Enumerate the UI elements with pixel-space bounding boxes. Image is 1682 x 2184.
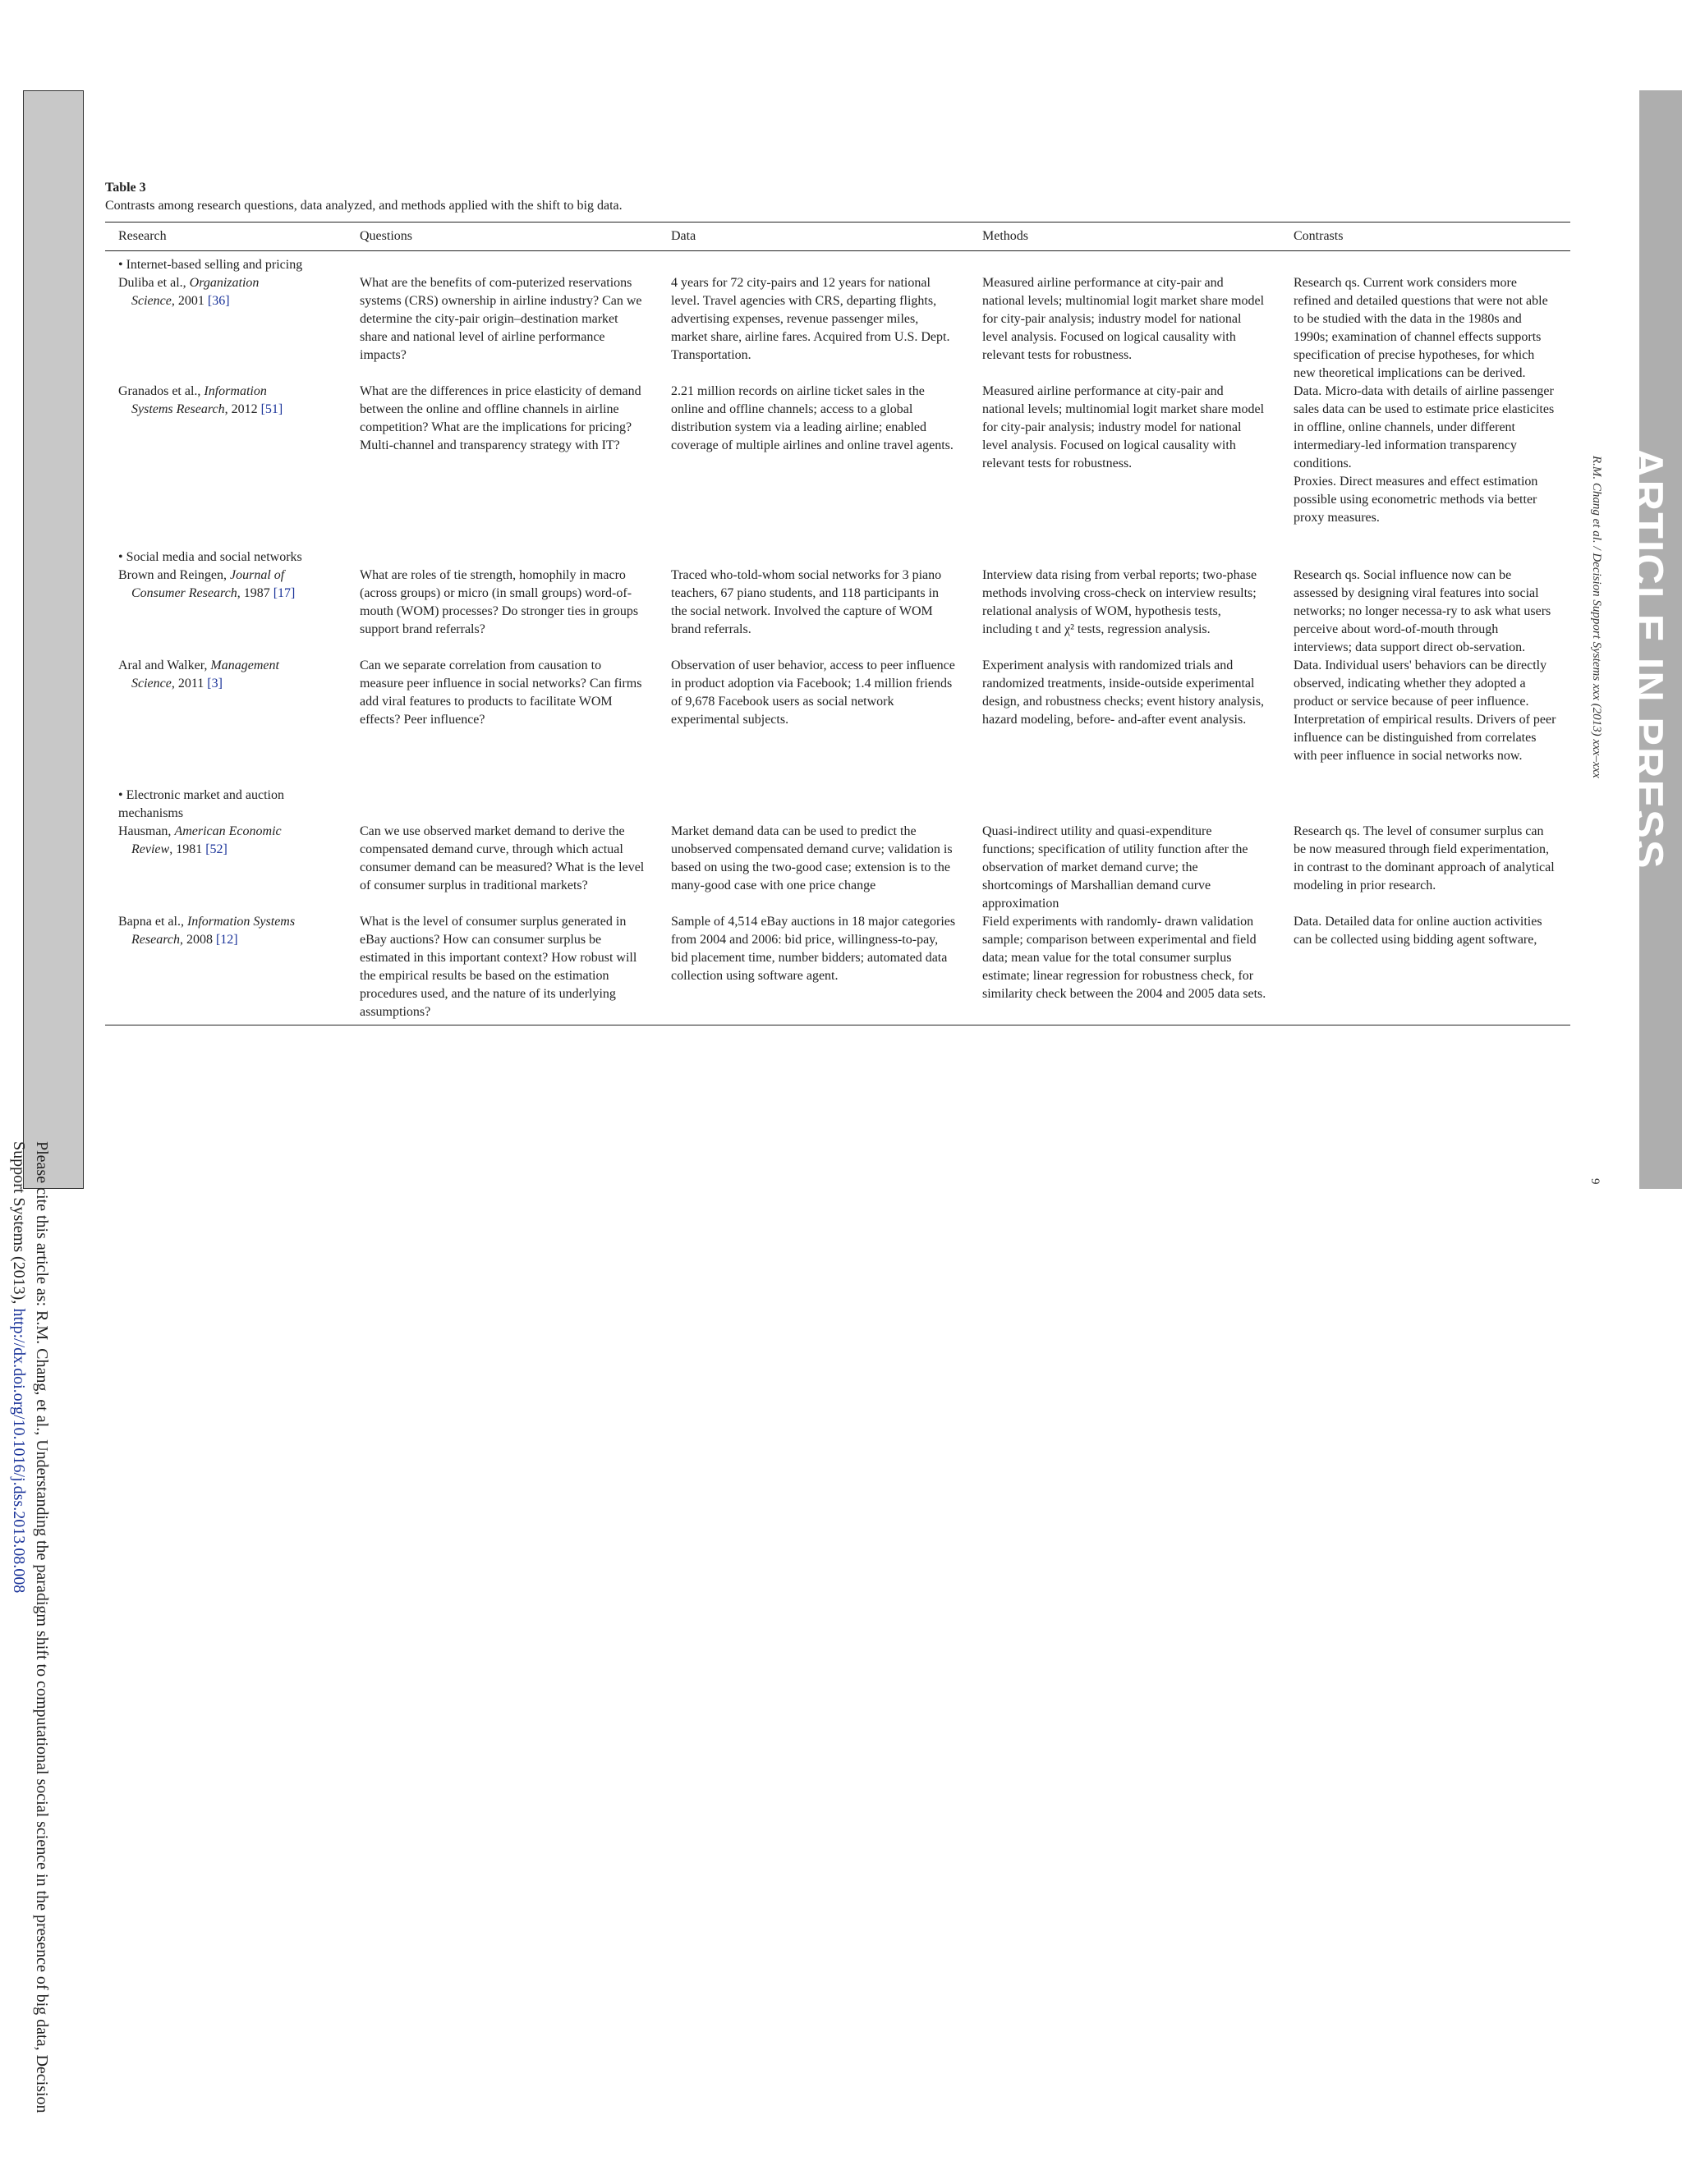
reference-link[interactable]: [12] [215, 933, 238, 947]
empty-cell [969, 251, 1280, 275]
data-cell: Traced who-told-whom social networks for 3 piano teachers, 67 piano students, and 118 participants in the social network. Involved the capture of WOM brand referrals. [671, 568, 942, 636]
question-cell: Can we use observed market demand to derive the compensated demand curve, through which actual consumer demand can be measured? What is the level of consumer surplus in traditional markets? [360, 824, 645, 892]
research-line-1 [118, 657, 333, 675]
section-row [105, 782, 1570, 823]
data-cell: Observation of user behavior, access to peer influence in product adoption via Facebook; 1.4 million friends of 9,678 Facebook users as social network experimental subjects. [671, 658, 955, 727]
research-line-2 [118, 585, 333, 603]
citation-sidebar [23, 90, 84, 1189]
data-cell: 2.21 million records on airline ticket sales in the online and offline channels; access to a global distribution system via a leading airline; enabled coverage of multiple airlines and online travel agents. [671, 384, 954, 452]
author: Aral and Walker, [118, 658, 211, 672]
methods-cell: Quasi-indirect utility and quasi-expenditure functions; specification of utility function after the observation of market demand curve; the shortcomings of Marshallian demand curve approximation [982, 824, 1248, 911]
year: , 2011 [171, 677, 208, 691]
research-line-1 [118, 274, 333, 292]
contrasts-cell: Research qs. Social influence now can be assessed by designing viral features into social networks; no longer necessa-ry to ask what users perceive about word-of-mouth through interviews; data support direct ob-servation. [1294, 568, 1551, 654]
author: Duliba et al., [118, 276, 190, 290]
research-cell [105, 657, 347, 765]
citation-line-1: Please cite this article as: R.M. Chang, et al., Understanding the paradigm shift to computational social science in the presence of big data, Decision [33, 1141, 51, 2113]
methods-cell: Measured airline performance at city-pair and national levels; multinomial logit market share model for city-pair analysis; industry model for national level analysis. Focused on logical causality with relevant tests for robustness. [982, 276, 1265, 362]
year: , 1987 [237, 586, 273, 600]
empty-cell [969, 782, 1280, 823]
header-research: Research [105, 223, 347, 251]
empty-cell [347, 544, 658, 567]
citation-suffix: Support Systems (2013), [10, 1141, 28, 1309]
table-row [105, 823, 1570, 913]
question-cell: What are the benefits of com-puterized reservations systems (CRS) ownership in airline industry? Can we determine the city-pair origin–destination market share and national level of airline performance impacts? [360, 276, 642, 362]
year: , 1981 [169, 842, 206, 856]
table-label: Table 3 [105, 181, 146, 195]
methods-cell: Experiment analysis with randomized trials and randomized treatments, inside-outside experimental design, and robustness checks; event history analysis, hazard modeling, before- and-after event analysis. [982, 658, 1265, 727]
author: Hausman, [118, 824, 175, 838]
contrasts-table [105, 222, 1570, 1025]
empty-cell [347, 782, 658, 823]
question-cell: What are roles of tie strength, homophily in macro (across groups) or micro (in small groups) word-of-mouth (WOM) processes? Do stronger ties in groups support brand referrals? [360, 568, 639, 636]
contrasts-cell: Research qs. Current work considers more refined and detailed questions that were not able to be studied with the data in the 1980s and 1990s; examination of channel effects supports specification of precise hypotheses, for which new theoretical implications can be derived. [1294, 276, 1548, 380]
methods-cell: Field experiments with randomly- drawn validation sample; comparison between experimental and field data; mean value for the total consumer surplus estimate; linear regression for robustness check, for similarity check between the 2004 and 2005 data sets. [969, 913, 1280, 1025]
journal-part-1: American Economic [174, 824, 282, 838]
journal-part-2: Science [131, 677, 172, 691]
table-row [105, 274, 1570, 383]
author: Brown and Reingen, [118, 568, 230, 582]
table-row [105, 657, 1570, 765]
author: Granados et al., [118, 384, 205, 398]
header-contrasts: Contrasts [1280, 223, 1570, 251]
spacer-cell [105, 765, 1570, 782]
author: Bapna et al., [118, 915, 187, 929]
article-in-press-banner: ARTICLE IN PRESS [1624, 447, 1671, 870]
methods-cell: Interview data rising from verbal reports; two-phase methods involving cross-check on interview results; relational analysis of WOM, hypothesis tests, including t and χ² tests, regression analysis. [982, 568, 1257, 636]
reference-link[interactable]: [3] [207, 677, 223, 691]
year: , 2008 [179, 933, 216, 947]
research-cell [105, 274, 347, 383]
question-cell: Can we separate correlation from causation to measure peer influence in social networks? Can firms add viral features to products to facilitate WOM effects? Peer influence? [360, 658, 642, 727]
header-questions: Questions [347, 223, 658, 251]
section-title: • Social media and social networks [118, 550, 302, 564]
contrasts-cell [1280, 383, 1570, 527]
journal-part-1: Organization [189, 276, 260, 290]
reference-link[interactable]: [52] [205, 842, 227, 856]
research-line-1 [118, 823, 333, 841]
contrasts-paragraph: Proxies. Direct measures and effect estimation possible using econometric methods via better proxy measures. [1294, 475, 1538, 525]
year: , 2001 [171, 294, 208, 308]
data-cell: Market demand data can be used to predict the unobserved compensated demand curve; validation is based on using the two-good case; extension is to the many-good case with one price change [671, 824, 953, 892]
empty-cell [347, 251, 658, 275]
table-row [105, 567, 1570, 657]
research-line-2 [118, 931, 333, 949]
empty-cell [658, 782, 969, 823]
empty-cell [969, 544, 1280, 567]
section-spacer [105, 765, 1570, 782]
research-line-1 [118, 383, 333, 401]
empty-cell [1280, 544, 1570, 567]
page-number: 9 [1588, 1178, 1602, 1185]
journal-part-2: Science [131, 294, 172, 308]
contrasts-cell: Data. Detailed data for online auction activities can be collected using bidding agent software, [1280, 913, 1570, 1025]
journal-part-1: Management [210, 658, 279, 672]
journal-part-1: Information [204, 384, 267, 398]
contrasts-paragraph: Interpretation of empirical results. Drivers of peer influence can be distinguished from correlates with peer influence in social networks now. [1294, 713, 1556, 763]
methods-cell: Measured airline performance at city-pair and national levels; multinomial logit market share model for city-pair analysis; industry model for national level analysis. Focused on logical causality with relevant tests for robustness. [982, 384, 1265, 470]
contrasts-paragraph: Data. Individual users' behaviors can be directly observed, indicating whether they adopted a product or service because of peer influence. [1294, 658, 1547, 709]
journal-part-2: Systems Research [131, 402, 225, 416]
journal-part-1: Information Systems [186, 915, 296, 929]
citation-text [7, 1141, 53, 2184]
table-row [105, 383, 1570, 527]
research-cell [105, 567, 347, 657]
research-line-1 [118, 567, 333, 585]
reference-link[interactable]: [51] [260, 402, 283, 416]
doi-link[interactable]: http://dx.doi.org/10.1016/j.dss.2013.08.008 [10, 1308, 28, 1594]
research-line-2 [118, 841, 333, 859]
research-cell [105, 383, 347, 527]
research-line-1 [118, 913, 333, 931]
empty-cell [1280, 251, 1570, 275]
research-cell [105, 823, 347, 913]
table-caption: Contrasts among research questions, data analyzed, and methods applied with the shift to big data. [105, 199, 623, 213]
data-cell: Sample of 4,514 eBay auctions in 18 major categories from 2004 and 2006: bid price, willingness-to-pay, bid placement time, number bidders; automated data collection using software agent. [658, 913, 969, 1025]
citation-line-2 [7, 1141, 30, 2184]
reference-link[interactable]: [17] [273, 586, 296, 600]
journal-part-2: Review [131, 842, 170, 856]
research-line-2 [118, 401, 333, 419]
research-cell [105, 913, 347, 1025]
reference-link[interactable]: [36] [207, 294, 230, 308]
data-cell: 4 years for 72 city-pairs and 12 years for national level. Travel agencies with CRS, departing flights, advertising expenses, revenue passenger miles, market share, airline fares. Acquired from U.S. Dept. Transportation. [671, 276, 950, 362]
section-title: • Electronic market and auction mechanisms [118, 788, 284, 820]
journal-part-1: Journal of [229, 568, 285, 582]
spacer-cell [105, 527, 1570, 544]
contrasts-paragraph: Data. Micro-data with details of airline passenger sales data can be used to estimate price elasticites in offline, online channels, under different intermediary-led information transparency conditions. [1294, 384, 1555, 470]
journal-part-2: Research [131, 933, 180, 947]
contrasts-cell: Research qs. The level of consumer surplus can be now measured through field experimentation, in contrast to the dominant approach of analytical modeling in prior research. [1294, 824, 1555, 892]
journal-part-2: Consumer Research [131, 586, 237, 600]
year: , 2012 [224, 402, 261, 416]
section-row [105, 544, 1570, 567]
table-row [105, 913, 1570, 1025]
section-title: • Internet-based selling and pricing [118, 258, 303, 272]
empty-cell [658, 251, 969, 275]
running-head: R.M. Chang et al. / Decision Support Systems xxx (2013) xxx–xxx [1590, 456, 1603, 778]
table-body [105, 251, 1570, 1025]
question-cell: What are the differences in price elasticity of demand between the online and offline channels in airline competition? What are the implications for pricing? Multi-channel and transparency strategy with IT? [360, 384, 641, 452]
contrasts-cell [1280, 657, 1570, 765]
header-data: Data [658, 223, 969, 251]
section-row [105, 251, 1570, 275]
research-line-2 [118, 292, 333, 310]
empty-cell [1280, 782, 1570, 823]
section-spacer [105, 527, 1570, 544]
table-3 [105, 179, 1570, 1025]
research-line-2 [118, 675, 333, 693]
header-methods: Methods [969, 223, 1280, 251]
empty-cell [658, 544, 969, 567]
question-cell: What is the level of consumer surplus generated in eBay auctions? How can consumer surplus be estimated in this important context? How robust will the empirical results be based on the estimation procedures used, and the nature of its underlying assumptions? [347, 913, 658, 1025]
table-header-row [105, 223, 1570, 251]
